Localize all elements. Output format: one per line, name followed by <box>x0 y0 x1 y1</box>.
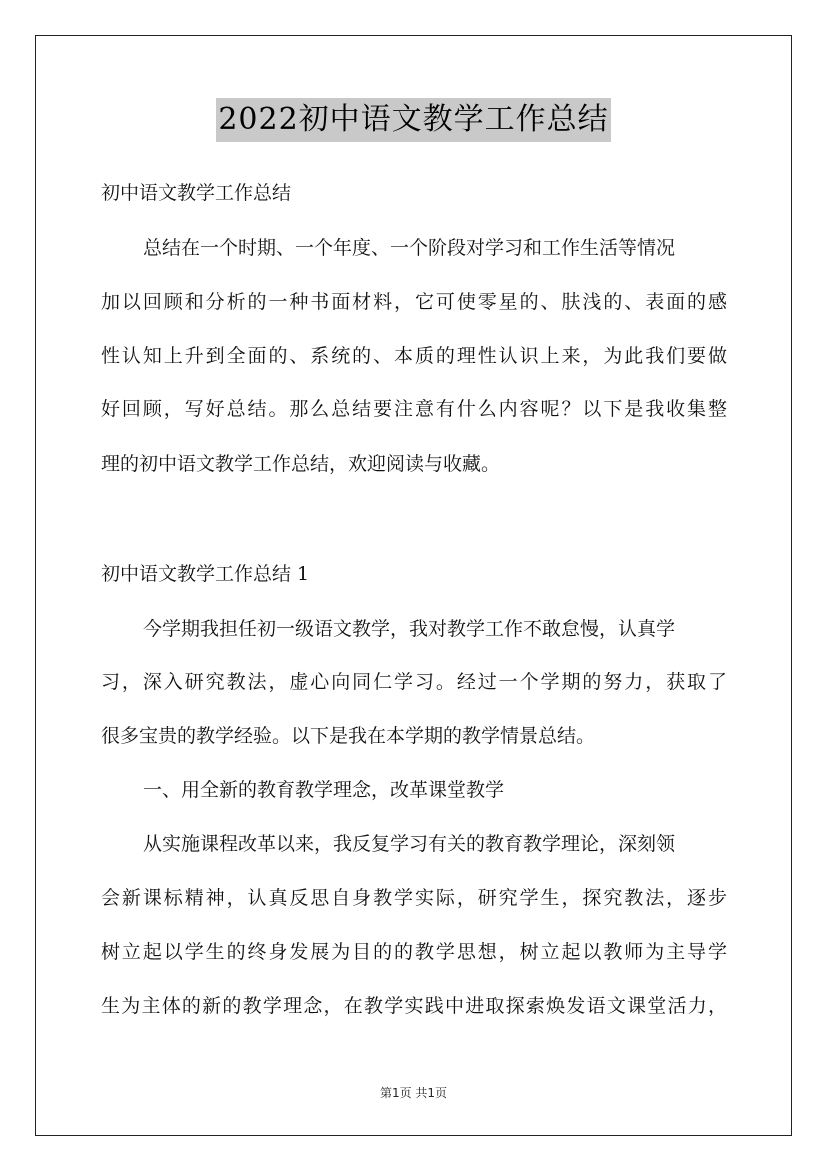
paragraph-line: 会新课标精神，认真反思自身教学实际，研究学生，探究教法，逐步 <box>101 887 727 909</box>
paragraph-line: 总结在一个时期、一个年度、一个阶段对学习和工作生活等情况 <box>143 237 676 259</box>
paragraph-line: 生为主体的新的教学理念，在教学实践中进取探索焕发语文课堂活力， <box>101 995 727 1017</box>
paragraph-line: 今学期我担任初一级语文教学，我对教学工作不敢怠慢，认真学 <box>143 618 676 640</box>
paragraph-line: 理的初中语文教学工作总结，欢迎阅读与收藏。 <box>101 453 501 475</box>
section-heading: 初中语文教学工作总结 <box>101 182 292 204</box>
document-title: 2022初中语文教学工作总结 <box>216 98 610 142</box>
subheading: 一、用全新的教育教学理念，改革课堂教学 <box>143 779 505 801</box>
paragraph-line: 好回顾，写好总结。那么总结要注意有什么内容呢？以下是我收集整 <box>101 398 727 420</box>
page-number-footer: 第1页 共1页 <box>379 1086 448 1100</box>
paragraph-line: 性认知上升到全面的、系统的、本质的理性认识上来，为此我们要做 <box>101 345 727 367</box>
section-heading: 初中语文教学工作总结 1 <box>101 563 310 585</box>
paragraph-line: 从实施课程改革以来，我反复学习有关的教育教学理论，深刻领 <box>143 833 676 855</box>
paragraph-line: 很多宝贵的教学经验。以下是我在本学期的教学情景总结。 <box>101 725 596 747</box>
paragraph-line: 树立起以学生的终身发展为目的的教学思想，树立起以教师为主导学 <box>101 941 727 963</box>
paragraph-line: 加以回顾和分析的一种书面材料，它可使零星的、肤浅的、表面的感 <box>101 291 727 313</box>
title-container <box>0 98 827 142</box>
paragraph-line: 习，深入研究教法，虚心向同仁学习。经过一个学期的努力，获取了 <box>101 671 727 693</box>
